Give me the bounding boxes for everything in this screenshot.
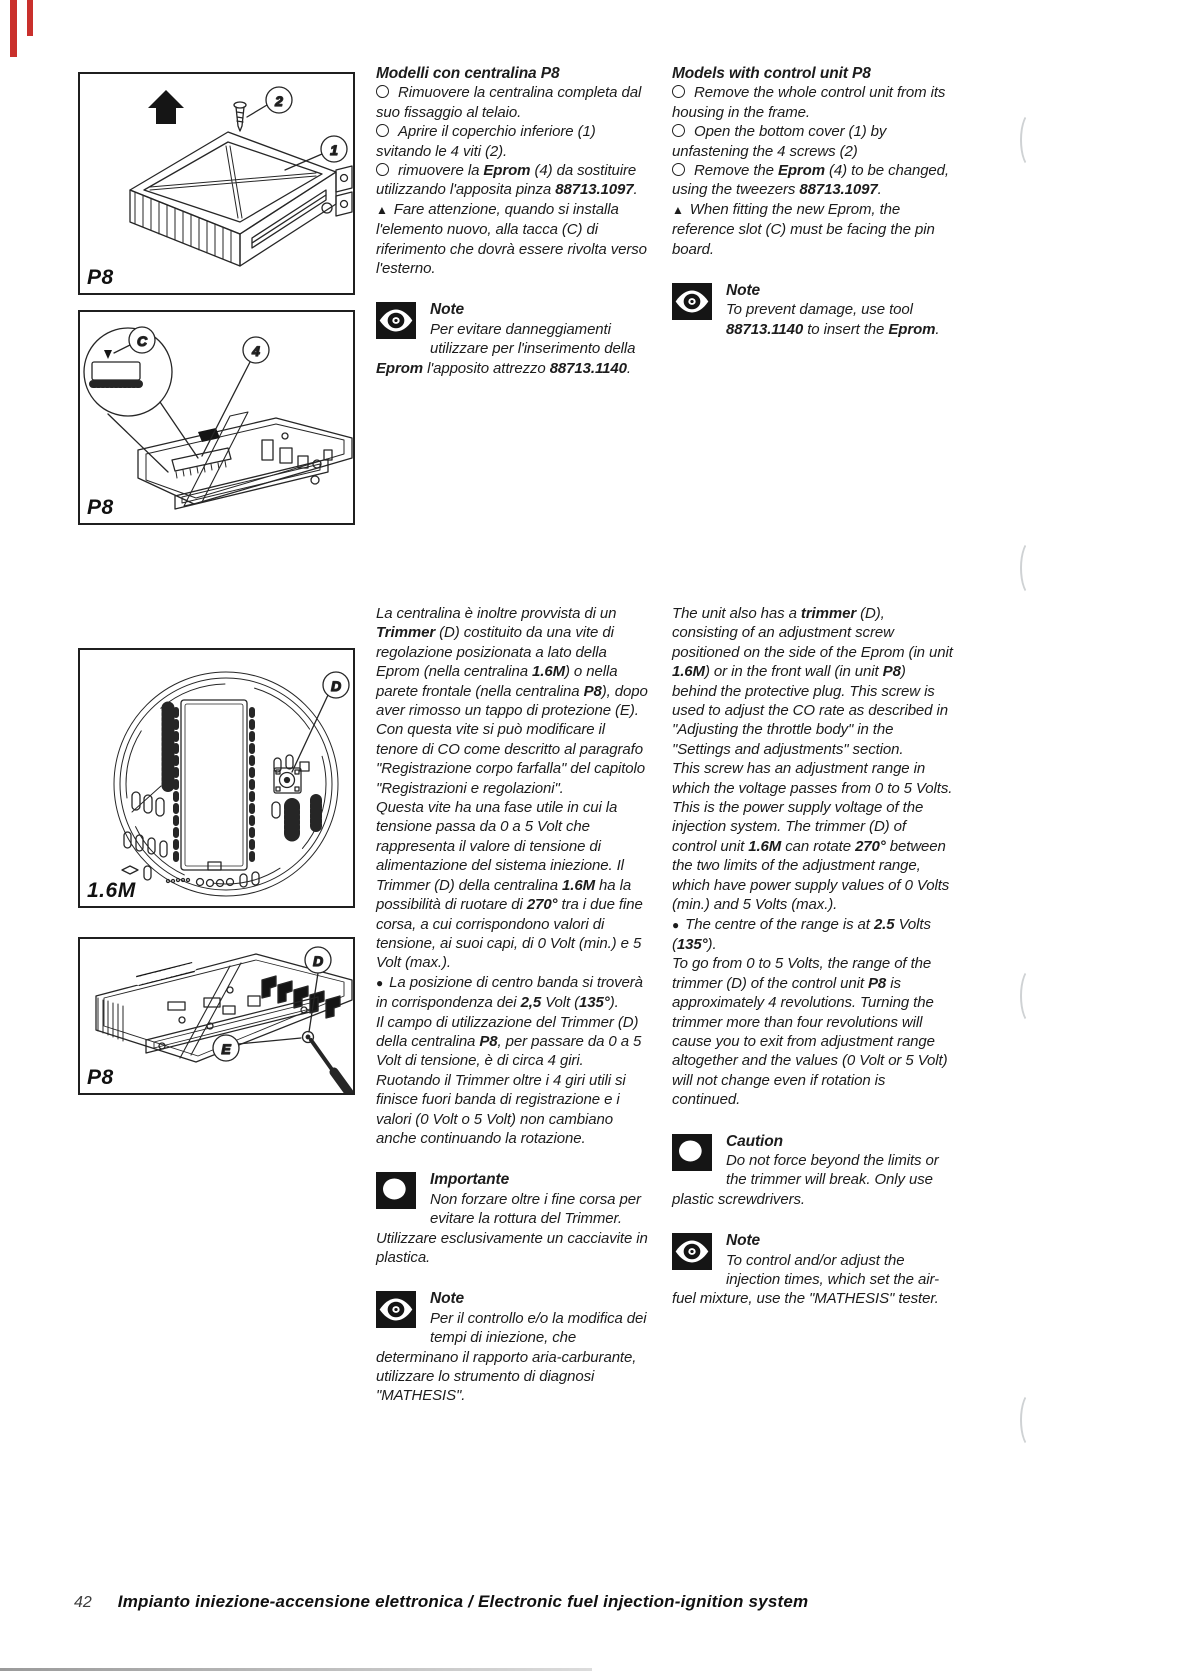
- note-callout: [672, 281, 954, 339]
- scan-artifact-curve: [1020, 112, 1042, 168]
- circle-list-item: rimuovere la Eprom (4) da sostituire utilizzando l'apposita pinza 88713.1097.: [376, 162, 638, 199]
- svg-text:D: D: [312, 953, 324, 969]
- dot-list-item: ● The centre of the range is at 2.5 Volts (135°).: [672, 915, 931, 953]
- english-column-main: [672, 604, 954, 1309]
- svg-text:2: 2: [275, 93, 283, 109]
- callout-body: Non forzare oltre i fine corsa per evitare la rottura del Trimmer. Utilizzare esclusivamente un cacciavite in plastica.: [376, 1190, 648, 1266]
- dot-bullet-icon: ●: [376, 975, 384, 990]
- red-registration-mark: [27, 0, 33, 36]
- callout-title: Note: [726, 282, 761, 300]
- callout-body: To control and/or adjust the injection times, which set the air-fuel mixture, use the "MATHESIS" tester.: [672, 1251, 939, 1308]
- callout-d: [305, 947, 331, 1032]
- screw-drawing: [236, 107, 244, 131]
- figure-label: P8: [87, 496, 114, 519]
- svg-text:D: D: [330, 678, 342, 694]
- footer-title: Impianto iniezione-accensione elettronica / Electronic fuel injection-ignition system: [117, 1592, 809, 1611]
- page-number: 42: [74, 1594, 92, 1611]
- section-heading: Models with control unit P8: [672, 65, 871, 82]
- p8-open-drawing: [80, 312, 353, 523]
- callout-d: [292, 672, 349, 772]
- dot-list-item: ● La posizione di centro banda si troverà in corrispondenza dei 2,5 Volt (135°).: [376, 973, 643, 1012]
- circle-bullet-icon: [376, 124, 389, 137]
- eye-icon: [376, 302, 416, 339]
- paragraph: To go from 0 to 5 Volts, the range of the trimmer (D) of the control unit P8 is approximately 4 revolutions. Turning the trimmer more than four revolutions will cause you to exit from adjustment range altogether and the values (0 Volt or 5 Volt) will not change even if rotation is continued.: [672, 955, 948, 1109]
- svg-text:1: 1: [330, 142, 338, 158]
- eprom-on-board: [172, 448, 231, 471]
- direction-arrow-icon: [148, 90, 184, 124]
- circle-list-item: Remove the Eprom (4) to be changed, using the tweezers 88713.1097.: [672, 162, 949, 199]
- p8-trimmer-drawing: [80, 939, 353, 1093]
- circle-bullet-icon: [376, 163, 389, 176]
- english-column-top: [672, 64, 954, 339]
- importante-callout: [376, 1170, 650, 1267]
- callout-body: Per evitare danneggiamenti utilizzare per l'inserimento della Eprom l'apposito attrezzo 88713.1140.: [376, 320, 636, 377]
- caution-callout: [672, 1132, 954, 1210]
- callout-body: Per il controllo e/o la modifica dei tempi di iniezione, che determinano il rapporto aria-carburante, utilizzare lo strumento di diagnosi "MATHESIS".: [376, 1309, 647, 1405]
- note-callout: [672, 1231, 954, 1309]
- paragraph: Il campo di utilizzazione del Trimmer (D) della centralina P8, per passare da 0 a 5 Volt di tensione, è di circa 4 giri. Ruotando il Trimmer oltre i 4 giri utili si finisce fuori banda di registrazione e i valori (0 Volt o 5 Volt) non cambiano anche continuando la rotazione.: [376, 1013, 642, 1147]
- figure-p8-trimmer: [78, 937, 355, 1095]
- board-1-6m-drawing: [80, 650, 353, 906]
- note-callout: [376, 1289, 650, 1405]
- callout-title: Note: [726, 1232, 761, 1250]
- eye-icon: [672, 1233, 712, 1270]
- dot-bullet-icon: ●: [672, 917, 680, 932]
- triangle-warning-icon: ▲: [376, 202, 388, 217]
- triangle-list-item: ▲ Fare attenzione, quando si installa l'elemento nuovo, alla tacca (C) di riferimento che dovrà essere rivolta verso l'esterno.: [376, 200, 647, 278]
- callout-title: Note: [430, 1290, 465, 1308]
- figure-board-1-6m: [78, 648, 355, 908]
- svg-text:4: 4: [252, 343, 260, 359]
- callout-e: [213, 1035, 301, 1061]
- circle-list-item: Rimuovere la centralina completa dal suo fissaggio al telaio.: [376, 84, 642, 121]
- eye-icon: [376, 1291, 416, 1328]
- triangle-list-item: ▲ When fitting the new Eprom, the reference slot (C) must be facing the pin board.: [672, 200, 935, 258]
- notch-arrow-icon: [104, 350, 112, 359]
- section-heading: Modelli con centralina P8: [376, 65, 560, 82]
- eprom-ic: [181, 700, 247, 870]
- circle-bullet-icon: [672, 85, 685, 98]
- callout-title: Caution: [726, 1132, 783, 1150]
- figure-p8-open-eprom: [78, 310, 355, 525]
- paragraph: This screw has an adjustment range in which the voltage passes from 0 to 5 Volts. This is the power supply voltage of the injection system. The trimmer (D) of control unit 1.6M can rotate 270° between the two limits of the adjustment range, which have power supply values of 0 Volts (min.) and 5 Volts (max.).: [672, 760, 953, 914]
- svg-text:C: C: [136, 333, 148, 349]
- disc-icon: [376, 1172, 416, 1209]
- note-callout: [376, 300, 650, 378]
- red-registration-mark: [10, 0, 17, 57]
- triangle-warning-icon: ▲: [672, 202, 684, 217]
- callout-body: To prevent damage, use tool 88713.1140 to insert the Eprom.: [726, 301, 940, 338]
- callout-title: Note: [430, 301, 465, 319]
- scan-artifact-curve: [1020, 1392, 1042, 1448]
- callout-2: [247, 87, 292, 117]
- disc-icon: [672, 1134, 712, 1171]
- circle-list-item: Aprire il coperchio inferiore (1) svitando le 4 viti (2).: [376, 123, 596, 160]
- italian-column-top: [376, 64, 650, 378]
- figure-label: P8: [87, 266, 114, 289]
- svg-text:E: E: [221, 1041, 231, 1057]
- paragraph: Questa vite ha una fase utile in cui la tensione passa da 0 a 5 Volt che rappresenta il valore di tensione di alimentazione del sistema iniezione. Il Trimmer (D) della centralina 1.6M ha la possibilità di ruotare di 270° tra i due fine corsa, a cui corrispondono valori di tensione, ai suoi capi, di 0 Volt (min.) e 5 Volt (max.).: [376, 799, 643, 972]
- callout-body: Do not force beyond the limits or the trimmer will break. Only use plastic screwdrivers.: [672, 1151, 939, 1208]
- paragraph: La centralina è inoltre provvista di un Trimmer (D) costituito da una vite di regolazione posizionata a lato della Eprom (nella centralina 1.6M) o nella parete frontale (nella centralina P8), dopo aver rimosso un tappo di protezione (E). Con questa vite si può modificare il tenore di CO come descritto al paragrafo "Registrazione corpo farfalla" del capitolo "Registrazioni e regolazioni".: [376, 605, 648, 797]
- p8-closed-drawing: [80, 74, 353, 293]
- scan-artifact-curve: [1020, 968, 1042, 1024]
- italian-column-main: [376, 604, 650, 1406]
- callout-title: Importante: [430, 1171, 510, 1189]
- circle-list-item: Open the bottom cover (1) by unfastening the 4 screws (2): [672, 123, 887, 160]
- circle-list-item: Remove the whole control unit from its housing in the frame.: [672, 84, 946, 121]
- circle-bullet-icon: [672, 124, 685, 137]
- callout-c: [114, 327, 155, 353]
- page-footer: [74, 1592, 808, 1612]
- figure-label: P8: [87, 1066, 114, 1089]
- eye-icon: [672, 283, 712, 320]
- magnifier-inset-circle: [84, 328, 172, 416]
- paragraph: The unit also has a trimmer (D), consisting of an adjustment screw positioned on the side of the Eprom (in unit 1.6M) or in the front wall (in unit P8) behind the protective plug. This screw is used to adjust the CO rate as described in "Adjusting the throttle body" in the "Settings and adjustments" section.: [672, 605, 953, 758]
- figure-label: 1.6M: [87, 879, 136, 902]
- page-bottom-rule: [0, 1668, 592, 1671]
- figure-p8-unit-closed: [78, 72, 355, 295]
- eprom-chip-inset: [92, 362, 140, 380]
- circle-bullet-icon: [376, 85, 389, 98]
- scan-artifact-curve: [1020, 540, 1042, 596]
- circle-bullet-icon: [672, 163, 685, 176]
